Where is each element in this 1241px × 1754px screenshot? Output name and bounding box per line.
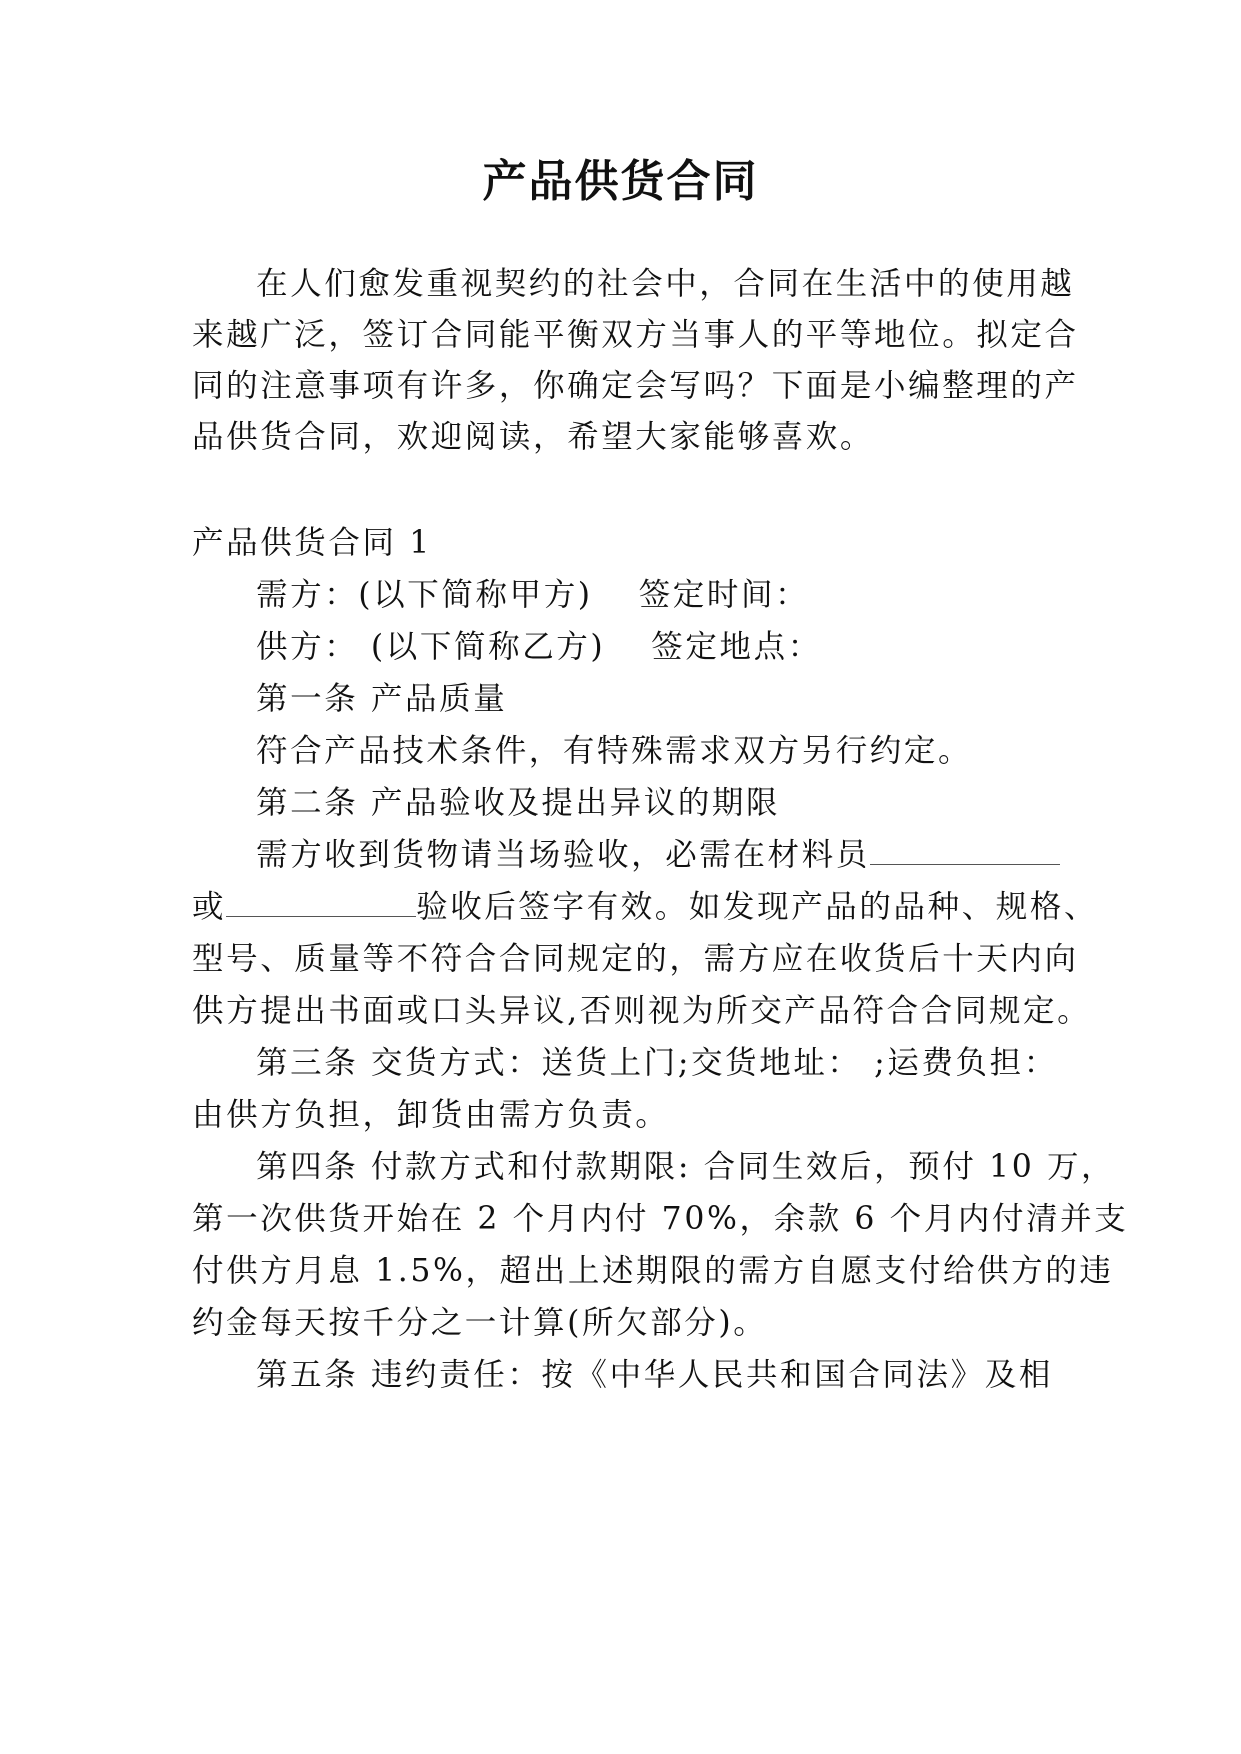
intro-line-2: 来越广泛，签订合同能平衡双方当事人的平等地位。拟定合 [192,317,1079,353]
intro-line-1: 在人们愈发重视契约的社会中，合同在生活中的使用越 [256,266,1075,302]
article-2-line-2-prefix: 或 [192,889,227,925]
section-heading: 产品供货合同 1 [192,525,432,561]
second-signer-blank [226,886,416,917]
seller-line [256,625,1116,669]
article-1-heading: 第一条 产品质量 [256,681,508,717]
article-3-line-1: 第三条 交货方式：送货上门;交货地址： ;运费负担： [256,1045,1058,1081]
article-2-line-1-text: 需方收到货物请当场验收，必需在材料员 [256,837,870,873]
seller-label: 供方： (以下简称乙方) [256,629,606,665]
intro-line-4: 品供货合同，欢迎阅读，希望大家能够喜欢。 [192,419,875,455]
article-2-line-4: 供方提出书面或口头异议,否则视为所交产品符合合同规定。 [192,993,1092,1029]
document-title: 产品供货合同 [482,156,759,207]
article-4-line-3: 付供方月息 1.5%，超出上述期限的需方自愿支付给供方的违 [192,1253,1114,1289]
buyer-line [256,573,1116,617]
article-1-body: 符合产品技术条件，有特殊需求双方另行约定。 [256,733,973,769]
article-2-line-1 [256,833,1116,877]
article-2-heading: 第二条 产品验收及提出异议的期限 [256,785,781,821]
article-2-line-2 [192,885,1099,929]
intro-line-3: 同的注意事项有许多，你确定会写吗？下面是小编整理的产 [192,368,1079,404]
sign-place-label: 签定地点： [651,629,822,665]
article-4-line-2: 第一次供货开始在 2 个月内付 70%，余款 6 个月内付清并支 [192,1201,1129,1237]
material-clerk-blank [870,834,1060,865]
article-2-line-3: 型号、质量等不符合合同规定的，需方应在收货后十天内向 [192,941,1079,977]
article-4-line-1: 第四条 付款方式和付款期限: 合同生效后，预付 10 万， [256,1149,1116,1185]
article-2-line-2-suffix: 验收后签字有效。如发现产品的品种、规格、 [416,889,1099,925]
sign-time-label: 签定时间： [638,577,810,613]
article-4-line-4: 约金每天按千分之一计算(所欠部分)。 [192,1305,768,1341]
article-3-line-2: 由供方负担，卸货由需方负责。 [192,1097,670,1133]
buyer-label: 需方：(以下简称甲方) [256,577,593,613]
article-5-line-1: 第五条 违约责任：按《中华人民共和国合同法》及相 [256,1357,1053,1393]
